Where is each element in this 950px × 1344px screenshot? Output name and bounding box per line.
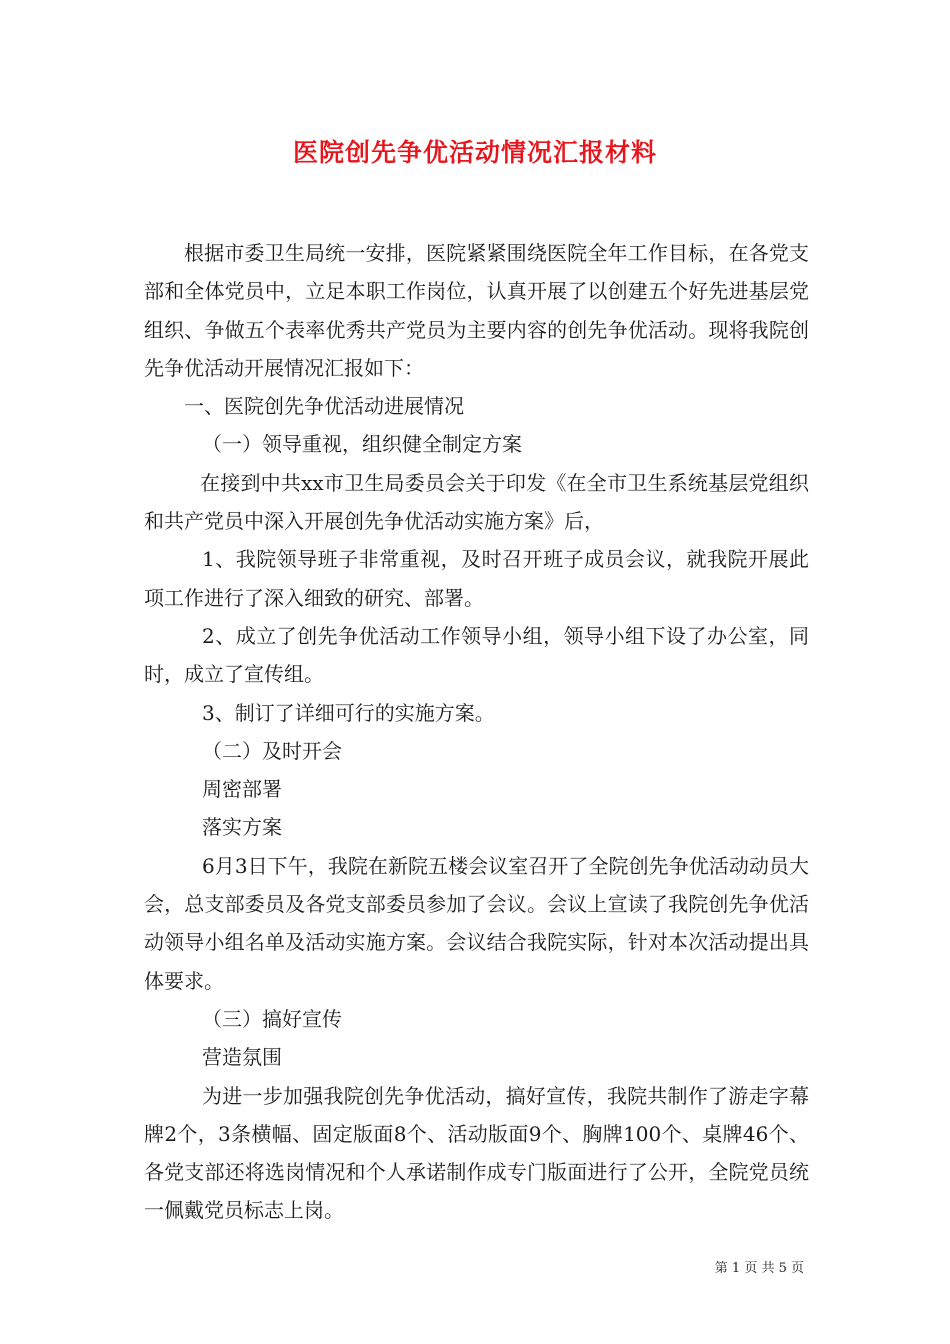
section-heading-1: 一、医院创先争优活动进展情况 <box>184 394 464 419</box>
document-body <box>144 234 809 1230</box>
document-title: 医院创先争优活动情况汇报材料 <box>292 138 657 167</box>
paragraph-meeting: 6月3日下午，我院在新院五楼会议室召开了全院创先争优活动动员大会，总支部委员及各党支部委员参加了会议。会议上宣读了我院创先争优活动领导小组名单及活动实施方案。会议结合我院实际，针对本次活动提出具体要求。 <box>144 853 809 993</box>
list-item-1: 1、我院领导班子非常重视，及时召开班子成员会议，就我院开展此项工作进行了深入细致的研究、部署。 <box>144 547 809 610</box>
subsection-heading-1: （一）领导重视，组织健全制定方案 <box>202 432 522 457</box>
subsection-heading-3-line-2: 营造氛围 <box>202 1045 282 1070</box>
subsection-heading-3: （三）搞好宣传 <box>202 1006 342 1031</box>
subsection-heading-2-line-2: 周密部署 <box>202 777 282 802</box>
list-item-3: 3、制订了详细可行的实施方案。 <box>202 700 495 725</box>
list-item-2: 2、成立了创先争优活动工作领导小组，领导小组下设了办公室，同时，成立了宣传组。 <box>144 623 809 687</box>
page-indicator: 第 1 页 共 5 页 <box>714 1261 804 1276</box>
paragraph-publicity: 为进一步加强我院创先争优活动，搞好宣传，我院共制作了游走字幕牌2个，3条横幅、固定版面8个、活动版面9个、胸牌100个、桌牌46个、各党支部还将选岗情况和个人承诺制作成专门版面进行了公开，全院党员统一佩戴党员标志上岗。 <box>144 1083 809 1223</box>
paragraph-notice: 在接到中共xx市卫生局委员会关于印发《在全市卫生系统基层党组织和共产党员中深入开展创先争优活动实施方案》后， <box>144 470 809 534</box>
intro-paragraph: 根据市委卫生局统一安排，医院紧紧围绕医院全年工作目标，在各党支部和全体党员中，立足本职工作岗位，认真开展了以创建五个好先进基层党组织、争做五个表率优秀共产党员为主要内容的创先争优活动。现将我院创先争优活动开展情况汇报如下： <box>144 241 809 380</box>
subsection-heading-2-line-3: 落实方案 <box>202 815 282 840</box>
subsection-heading-2: （二）及时开会 <box>202 738 342 763</box>
